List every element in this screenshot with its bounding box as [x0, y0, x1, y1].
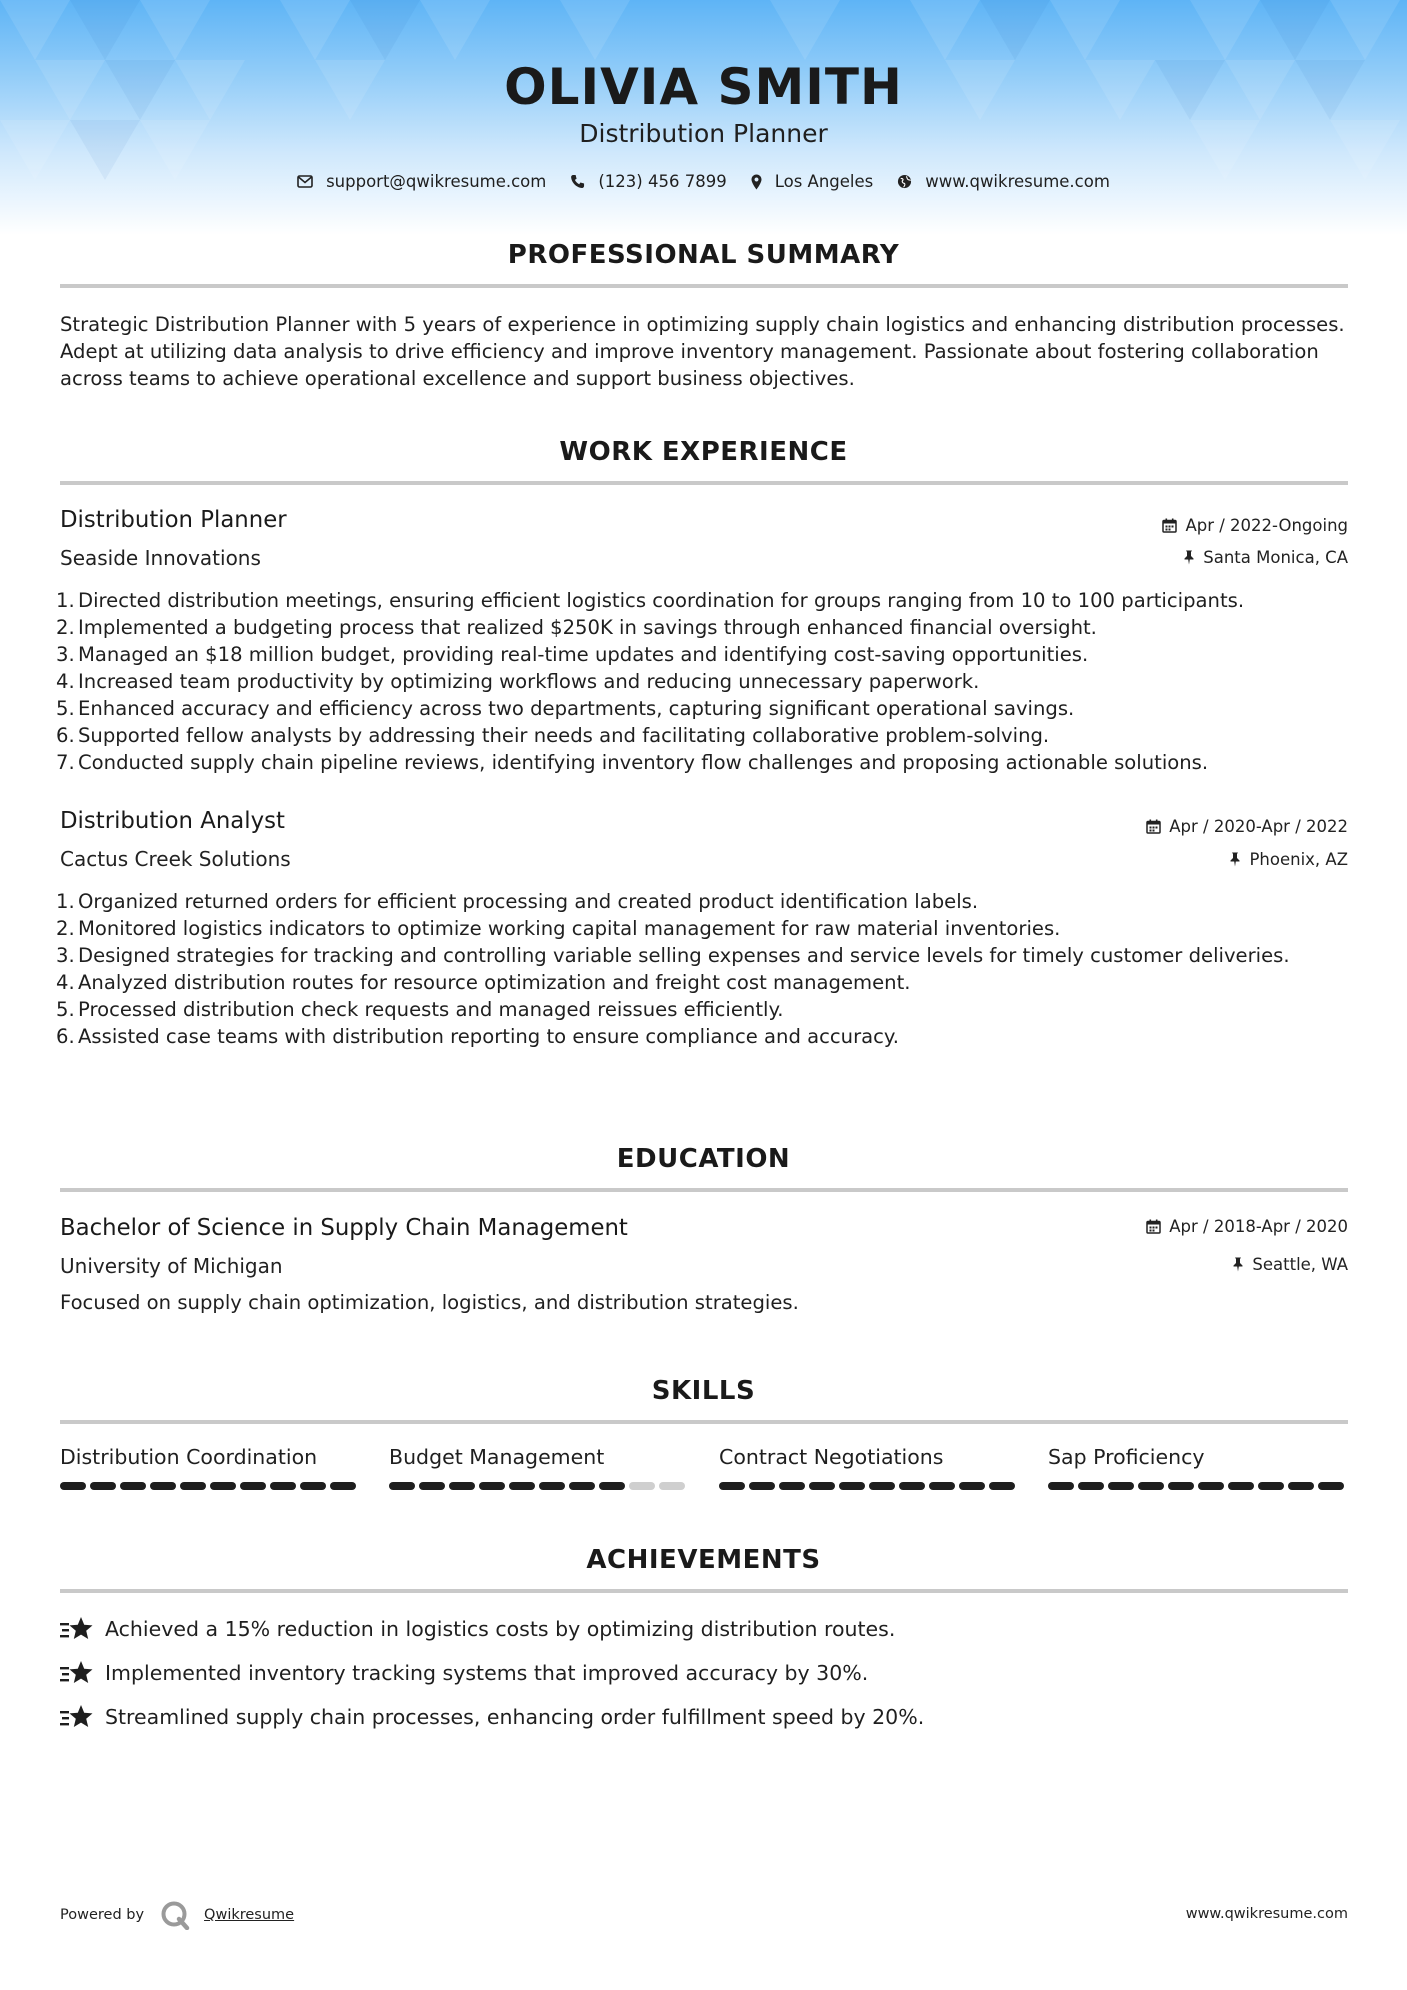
list-item: 6. Supported fellow analysts by addressing their needs and facilitating collaborative problem-solving.	[56, 724, 1050, 747]
contact-location-text: Los Angeles	[774, 172, 874, 191]
skill-level-segment	[509, 1482, 535, 1490]
star-icon	[60, 1616, 93, 1642]
skill-name: Sap Proficiency	[1048, 1445, 1205, 1469]
skill-level-segment	[210, 1482, 236, 1490]
skill-level-segment	[989, 1482, 1015, 1490]
contact-website-text: www.qwikresume.com	[925, 172, 1110, 191]
bullet-text: Monitored logistics indicators to optimize working capital management for raw material inventories.	[78, 917, 1061, 940]
skill-level-segment	[1228, 1482, 1254, 1490]
skill-level-segment	[330, 1482, 356, 1490]
contact-bar	[0, 172, 1407, 191]
skill-level-segment	[449, 1482, 475, 1490]
skill-level-bar	[1048, 1482, 1348, 1490]
job-dates	[1146, 817, 1348, 836]
job-dates-text: Apr / 2020-Apr / 2022	[1169, 817, 1348, 836]
list-item: 7. Conducted supply chain pipeline reviews, identifying inventory flow challenges and proposing actionable solutions.	[56, 751, 1209, 774]
skill-level-segment	[1258, 1482, 1284, 1490]
skill-level-segment	[869, 1482, 895, 1490]
map-pin-icon	[751, 174, 762, 190]
skill-level-segment	[419, 1482, 445, 1490]
skill-level-segment	[300, 1482, 326, 1490]
summary-divider	[60, 284, 1348, 288]
qwikresume-logo-icon	[160, 1900, 190, 1930]
education-dates	[1146, 1217, 1348, 1236]
bullet-text: Conducted supply chain pipeline reviews, identifying inventory flow challenges and proposing actionable solutions.	[78, 751, 1209, 774]
calendar-icon	[1162, 518, 1177, 533]
list-item: 3. Designed strategies for tracking and controlling variable selling expenses and service levels for timely customer deliveries.	[56, 944, 1290, 967]
skill-level-segment	[719, 1482, 745, 1490]
education-school: University of Michigan	[60, 1254, 283, 1278]
skill-level-segment	[60, 1482, 86, 1490]
bullet-text: Managed an $18 million budget, providing real-time updates and identifying cost-saving opportunities.	[78, 643, 1089, 666]
skill-item	[719, 1445, 1019, 1490]
skill-item	[389, 1445, 689, 1490]
skill-item	[60, 1445, 360, 1490]
achievement-text: Achieved a 15% reduction in logistics costs by optimizing distribution routes.	[105, 1617, 896, 1641]
star-icon	[60, 1660, 93, 1686]
list-item: 2. Monitored logistics indicators to optimize working capital management for raw material inventories.	[56, 917, 1061, 940]
contact-email-text: support@qwikresume.com	[326, 172, 547, 191]
skill-level-segment	[1078, 1482, 1104, 1490]
skill-level-segment	[90, 1482, 116, 1490]
education-location-text: Seattle, WA	[1252, 1255, 1348, 1274]
phone-icon	[570, 174, 585, 189]
achievement-item	[60, 1660, 868, 1686]
skill-level-segment	[1318, 1482, 1344, 1490]
list-item: 6. Assisted case teams with distribution reporting to ensure compliance and accuracy.	[56, 1025, 899, 1048]
education-divider	[60, 1188, 1348, 1192]
contact-phone[interactable]	[570, 172, 726, 191]
skill-level-segment	[1048, 1482, 1074, 1490]
qwikresume-link[interactable]: Qwikresume	[204, 1907, 295, 1923]
contact-location	[751, 172, 874, 191]
calendar-icon	[1146, 1219, 1161, 1234]
experience-heading: WORK EXPERIENCE	[559, 437, 848, 467]
skill-level-segment	[389, 1482, 415, 1490]
skill-level-segment	[1198, 1482, 1224, 1490]
skill-level-segment	[1288, 1482, 1314, 1490]
skill-level-bar	[719, 1482, 1019, 1490]
pushpin-icon	[1232, 1257, 1244, 1272]
education-location	[1232, 1255, 1348, 1274]
skill-level-segment	[1138, 1482, 1164, 1490]
bullet-text: Enhanced accuracy and efficiency across two departments, capturing significant operational savings.	[78, 697, 1075, 720]
skill-name: Budget Management	[389, 1445, 605, 1469]
list-item: 5. Enhanced accuracy and efficiency across two departments, capturing significant operational savings.	[56, 697, 1075, 720]
list-item: 3. Managed an $18 million budget, providing real-time updates and identifying cost-saving opportunities.	[56, 643, 1089, 666]
job-title: Distribution Analyst	[60, 808, 285, 834]
skill-name: Contract Negotiations	[719, 1445, 944, 1469]
contact-phone-text: (123) 456 7899	[598, 172, 727, 191]
skill-level-segment	[479, 1482, 505, 1490]
job-location	[1183, 548, 1348, 567]
job-dates-text: Apr / 2022-Ongoing	[1185, 516, 1348, 535]
job-dates	[1162, 516, 1348, 535]
skill-level-segment	[270, 1482, 296, 1490]
job-location	[1229, 850, 1348, 869]
bullet-text: Supported fellow analysts by addressing their needs and facilitating collaborative problem-solving.	[78, 724, 1050, 747]
header-banner	[0, 0, 1407, 235]
achievements-divider	[60, 1589, 1348, 1593]
pushpin-icon	[1229, 852, 1241, 867]
pushpin-icon	[1183, 550, 1195, 565]
list-item: 2. Implemented a budgeting process that realized $250K in savings through enhanced financial oversight.	[56, 616, 1097, 639]
skill-level-segment	[569, 1482, 595, 1490]
experience-divider	[60, 481, 1348, 485]
skill-level-segment	[180, 1482, 206, 1490]
bullet-text: Increased team productivity by optimizing workflows and reducing unnecessary paperwork.	[78, 670, 980, 693]
job-responsibilities	[56, 888, 1350, 1050]
skill-name: Distribution Coordination	[60, 1445, 318, 1469]
bullet-text: Organized returned orders for efficient processing and created product identification labels.	[78, 890, 979, 913]
contact-website[interactable]	[897, 172, 1110, 191]
bullet-text: Directed distribution meetings, ensuring efficient logistics coordination for groups ranging from 10 to 100 participants.	[78, 589, 1245, 612]
skill-level-segment	[749, 1482, 775, 1490]
list-item: 1. Organized returned orders for efficient processing and created product identification labels.	[56, 890, 979, 913]
job-company: Seaside Innovations	[60, 546, 261, 570]
skill-level-segment	[120, 1482, 146, 1490]
calendar-icon	[1146, 819, 1161, 834]
skill-level-segment	[599, 1482, 625, 1490]
bullet-text: Designed strategies for tracking and controlling variable selling expenses and service levels for timely customer deliveries.	[78, 944, 1290, 967]
candidate-name: OLIVIA SMITH	[504, 58, 903, 116]
skill-level-segment	[809, 1482, 835, 1490]
header-pattern	[0, 0, 1407, 235]
skill-level-segment	[1108, 1482, 1134, 1490]
skill-level-bar	[60, 1482, 360, 1490]
list-item: 5. Processed distribution check requests and managed reissues efficiently.	[56, 998, 784, 1021]
contact-email[interactable]	[297, 172, 546, 191]
skill-level-segment	[150, 1482, 176, 1490]
powered-by-label: Powered by	[60, 1907, 145, 1923]
achievement-item	[60, 1616, 895, 1642]
skill-level-segment	[779, 1482, 805, 1490]
job-location-text: Phoenix, AZ	[1249, 850, 1348, 869]
job-company: Cactus Creek Solutions	[60, 847, 291, 871]
globe-icon	[897, 174, 912, 189]
bullet-text: Assisted case teams with distribution reporting to ensure compliance and accuracy.	[78, 1025, 899, 1048]
summary-heading: PROFESSIONAL SUMMARY	[507, 240, 900, 270]
achievement-item	[60, 1704, 924, 1730]
skills-heading: SKILLS	[651, 1376, 756, 1406]
education-dates-text: Apr / 2018-Apr / 2020	[1169, 1217, 1348, 1236]
skill-level-segment	[659, 1482, 685, 1490]
skill-level-segment	[899, 1482, 925, 1490]
star-icon	[60, 1704, 93, 1730]
education-heading: EDUCATION	[616, 1144, 791, 1174]
skill-level-segment	[539, 1482, 565, 1490]
skill-level-segment	[929, 1482, 955, 1490]
skill-level-segment	[839, 1482, 865, 1490]
candidate-title: Distribution Planner	[579, 119, 828, 148]
achievements-heading: ACHIEVEMENTS	[586, 1545, 821, 1575]
skill-item	[1048, 1445, 1348, 1490]
skill-level-segment	[240, 1482, 266, 1490]
skills-divider	[60, 1420, 1348, 1424]
job-title: Distribution Planner	[60, 507, 287, 533]
envelope-icon	[297, 175, 313, 188]
job-location-text: Santa Monica, CA	[1203, 548, 1348, 567]
skill-level-bar	[389, 1482, 689, 1490]
achievement-text: Implemented inventory tracking systems that improved accuracy by 30%.	[105, 1661, 869, 1685]
achievement-text: Streamlined supply chain processes, enhancing order fulfillment speed by 20%.	[105, 1705, 925, 1729]
summary-text: Strategic Distribution Planner with 5 years of experience in optimizing supply chain logistics and enhancing distribution processes. Adept at utilizing data analysis to drive efficiency and improve inventory management. Passionate about fostering collaboration across teams to achieve operational excellence and support business objectives.	[60, 313, 1345, 390]
bullet-text: Implemented a budgeting process that realized $250K in savings through enhanced financial oversight.	[78, 616, 1097, 639]
footer-website-link[interactable]: www.qwikresume.com	[1185, 1906, 1348, 1922]
education-description: Focused on supply chain optimization, logistics, and distribution strategies.	[60, 1291, 799, 1314]
list-item: 4. Increased team productivity by optimizing workflows and reducing unnecessary paperwork.	[56, 670, 980, 693]
list-item: 1. Directed distribution meetings, ensuring efficient logistics coordination for groups ranging from 10 to 100 participants.	[56, 589, 1245, 612]
bullet-text: Analyzed distribution routes for resource optimization and freight cost management.	[78, 971, 911, 994]
list-item: 4. Analyzed distribution routes for resource optimization and freight cost management.	[56, 971, 911, 994]
footer-powered-by	[60, 1900, 294, 1930]
skill-level-segment	[959, 1482, 985, 1490]
job-responsibilities	[56, 587, 1350, 776]
bullet-text: Processed distribution check requests and managed reissues efficiently.	[78, 998, 784, 1021]
skill-level-segment	[1168, 1482, 1194, 1490]
education-degree: Bachelor of Science in Supply Chain Management	[60, 1215, 628, 1241]
skill-level-segment	[629, 1482, 655, 1490]
